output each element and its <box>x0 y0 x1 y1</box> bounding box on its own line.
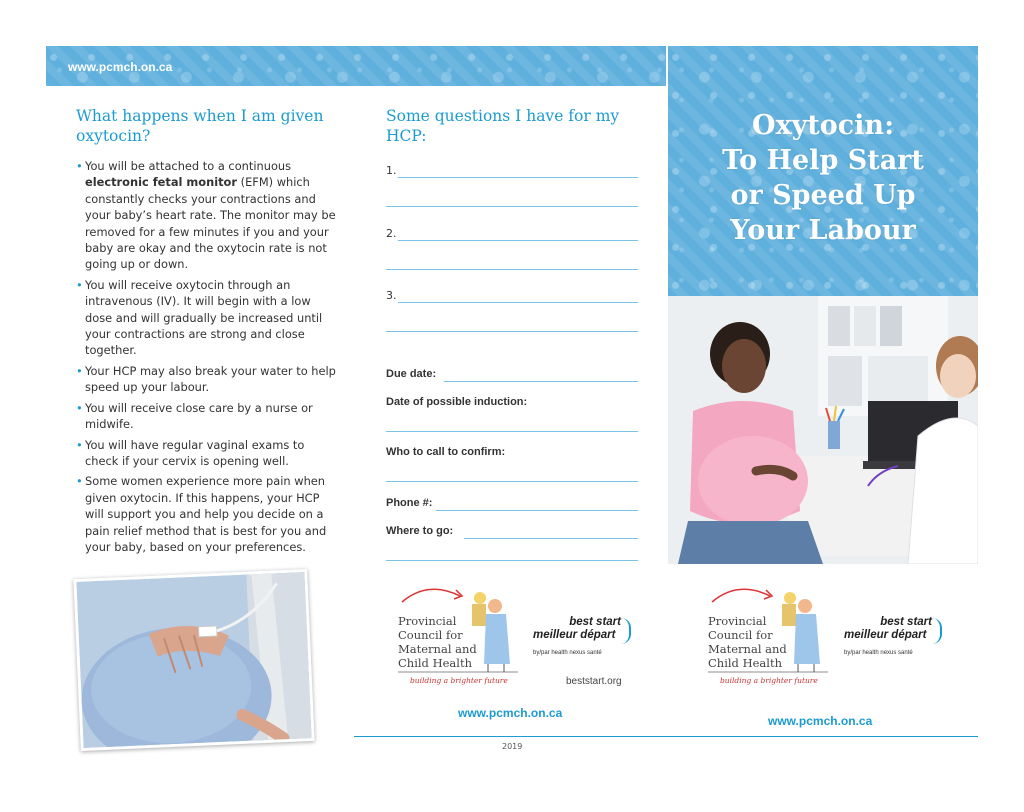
panel1-heading: What happens when I am given oxytocin? <box>76 107 324 145</box>
pcmch-name-line: Maternal and <box>708 642 787 656</box>
pcmch-name <box>398 614 477 670</box>
who-to-call-label: Who to call to confirm: <box>386 446 506 458</box>
bullet-text: You will be attached to a continuous <box>85 159 292 173</box>
cover-title-line: To Help Start <box>722 145 924 176</box>
photo-illustration <box>668 296 978 564</box>
cover-panel <box>668 46 978 296</box>
question-line[interactable] <box>398 302 638 303</box>
list-item <box>76 400 338 433</box>
header-band <box>46 46 666 86</box>
panel2-heading: Some questions I have for my HCP: <box>386 107 620 145</box>
footer-divider <box>354 736 978 737</box>
photo-pregnant-woman-with-doctor <box>668 296 978 564</box>
pcmch-name <box>708 614 787 670</box>
induction-date-label: Date of possible induction: <box>386 396 528 408</box>
cover-title-line: or Speed Up <box>730 180 916 211</box>
panel1-bullet-list <box>76 158 338 559</box>
phone-label: Phone #: <box>386 497 433 509</box>
pcmch-logo <box>708 584 828 694</box>
list-item <box>76 158 338 273</box>
pcmch-name-line: Child Health <box>708 656 782 670</box>
phone-line[interactable] <box>436 510 638 511</box>
cover-title-line: Oxytocin: <box>751 110 895 141</box>
bullet-text: (EFM) which constantly checks your contractions and your baby’s heart rate. The monitor may be removed for a few minutes if you and your baby are okay and the oxytocin rate is not going up or down. <box>85 175 336 272</box>
best-start-byline: by/par health nexus santé <box>533 650 602 656</box>
cover-title-line: Your Labour <box>730 215 916 246</box>
bullet-text: You will receive close care by a nurse or midwife. <box>85 400 313 432</box>
induction-date-line[interactable] <box>386 431 638 432</box>
best-start-line2: meilleur départ <box>533 629 616 641</box>
photo-illustration <box>76 572 314 751</box>
list-item <box>76 363 338 396</box>
list-item <box>76 437 338 470</box>
best-start-url[interactable]: beststart.org <box>566 676 622 687</box>
photo-belly-with-iv <box>73 569 314 751</box>
list-item <box>76 473 338 555</box>
question-line[interactable] <box>398 177 638 178</box>
bullet-bold-term: electronic fetal monitor <box>85 175 238 190</box>
question-line[interactable] <box>386 206 638 207</box>
where-to-go-line-2[interactable] <box>386 560 638 561</box>
best-start-line1: best start <box>569 616 621 628</box>
footer-url-panel2[interactable]: www.pcmch.on.ca <box>458 706 563 720</box>
bullet-text: Your HCP may also break your water to help speed up your labour. <box>85 363 336 395</box>
due-date-label: Due date: <box>386 368 437 380</box>
best-start-line1: best start <box>880 616 932 628</box>
where-to-go-line-1[interactable] <box>464 538 638 539</box>
best-start-byline: by/par health nexus santé <box>844 650 913 656</box>
who-to-call-line[interactable] <box>386 481 638 482</box>
header-url[interactable]: www.pcmch.on.ca <box>68 60 173 74</box>
best-start-logo <box>844 616 944 676</box>
question-line[interactable] <box>398 240 638 241</box>
due-date-line[interactable] <box>444 381 638 382</box>
pcmch-name-line: Council for <box>398 628 463 642</box>
pcmch-name-line: Provincial <box>398 614 457 628</box>
pcmch-name-line: Provincial <box>708 614 767 628</box>
question-number: 2. <box>386 227 397 240</box>
pcmch-tagline: building a brighter future <box>720 676 818 685</box>
where-to-go-label: Where to go: <box>386 525 454 537</box>
list-item <box>76 277 338 359</box>
bullet-text: Some women experience more pain when given oxytocin. If this happens, your HCP will support you and help you decide on a pain relief method that is best for you and your baby, based on your preferences. <box>85 474 327 554</box>
question-number: 3. <box>386 289 397 302</box>
bullet-text: You will receive oxytocin through an intravenous (IV). It will begin with a low dose and will gradually be increased until your contractions are strong and close together. <box>85 277 323 358</box>
best-start-logo <box>533 616 633 676</box>
footer-url-panel3[interactable]: www.pcmch.on.ca <box>768 714 873 728</box>
question-line[interactable] <box>386 269 638 270</box>
year-label: 2019 <box>502 742 523 751</box>
pcmch-name-line: Child Health <box>398 656 472 670</box>
pcmch-name-line: Maternal and <box>398 642 477 656</box>
pcmch-logo <box>398 584 518 694</box>
pcmch-name-line: Council for <box>708 628 773 642</box>
cover-title <box>668 108 978 248</box>
bullet-text: You will have regular vaginal exams to check if your cervix is opening well. <box>85 437 305 468</box>
question-number: 1. <box>386 164 397 177</box>
pcmch-tagline: building a brighter future <box>410 676 508 685</box>
best-start-line2: meilleur départ <box>844 629 927 641</box>
question-line[interactable] <box>386 331 638 332</box>
